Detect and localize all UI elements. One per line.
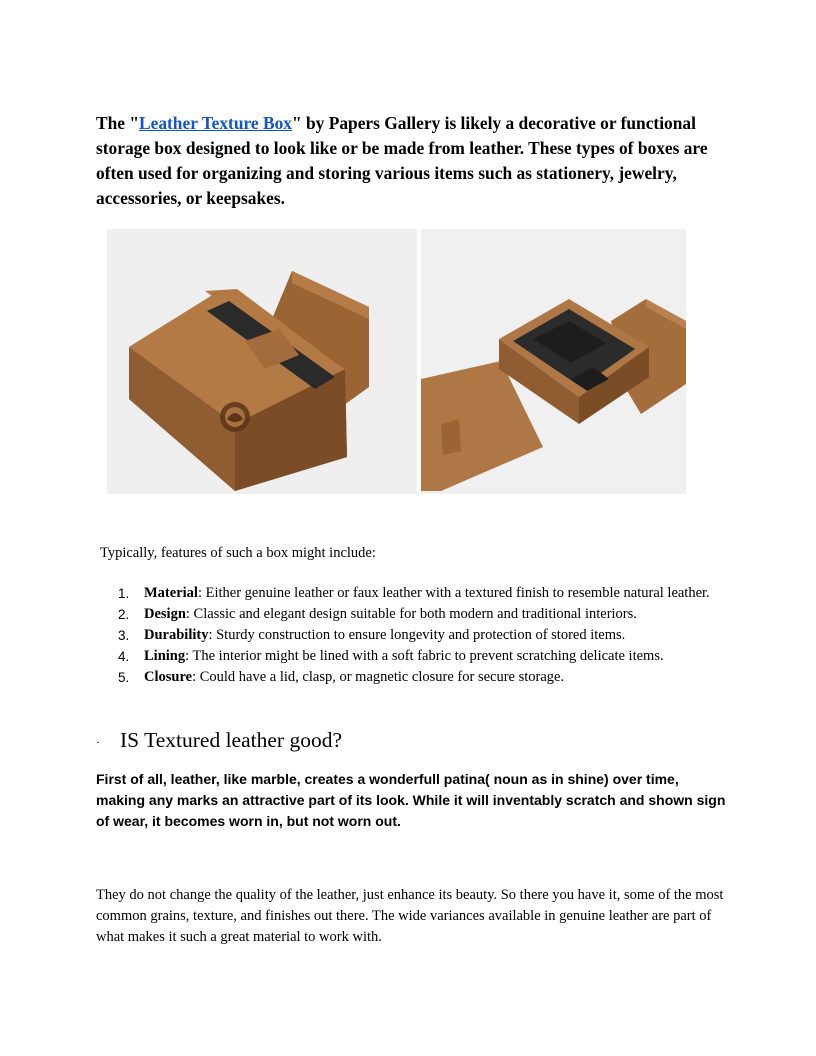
list-item	[96, 583, 726, 604]
patina-paragraph: First of all, leather, like marble, creates a wonderfull patina( noun as in shine) over time, making any marks an attractive part of its look. While it will inventably scratch and shown sign of wear, it becomes worn in, but not worn out.	[96, 771, 726, 829]
feature-text: : Classic and elegant design suitable for both modern and traditional interiors.	[185, 606, 637, 622]
features-lead: Typically, features of such a box might include:	[100, 545, 376, 561]
leather-box-photo-open	[421, 229, 686, 494]
feature-text: : Could have a lid, clasp, or magnetic closure for secure storage.	[192, 669, 565, 685]
leather-texture-box-link[interactable]: Leather Texture Box	[139, 113, 292, 133]
feature-term: Lining	[144, 648, 186, 664]
list-number: 4.	[118, 649, 130, 664]
list-number: 1.	[118, 586, 130, 601]
list-item	[96, 625, 726, 646]
list-item	[96, 646, 726, 667]
feature-text: : The interior might be lined with a soft fabric to prevent scratching delicate items.	[185, 648, 664, 664]
features-list	[96, 583, 726, 688]
section-heading-text: IS Textured leather good?	[120, 728, 342, 752]
list-item	[96, 604, 726, 625]
intro-paragraph	[96, 111, 726, 211]
list-number: 5.	[118, 670, 130, 685]
feature-term: Material	[144, 585, 198, 601]
feature-term: Design	[144, 606, 186, 622]
intro-suffix: " by Papers Gallery is likely a decorative or functional storage box designed to look like or be made from leather. These types of boxes are often used for organizing and storing various items such as stationery, jewelry, accessories, or keepsakes.	[96, 113, 708, 208]
leather-box-photo-side	[107, 229, 417, 494]
feature-text: : Either genuine leather or faux leather with a textured finish to resemble natural leather.	[197, 585, 710, 601]
feature-text: : Sturdy construction to ensure longevity and protection of stored items.	[208, 627, 626, 643]
feature-term: Durability	[144, 627, 209, 643]
bullet-icon: ·	[96, 735, 100, 750]
list-number: 2.	[118, 607, 130, 622]
list-item	[96, 667, 726, 688]
feature-term: Closure	[144, 669, 193, 685]
closing-paragraph: They do not change the quality of the leather, just enhance its beauty. So there you have it, some of the most common grains, texture, and finishes out there. The wide variances available in genuine leather are part of what makes it such a great material to work with.	[96, 887, 724, 945]
section-heading	[96, 727, 342, 755]
list-number: 3.	[118, 628, 130, 643]
intro-prefix: The "	[96, 113, 139, 133]
